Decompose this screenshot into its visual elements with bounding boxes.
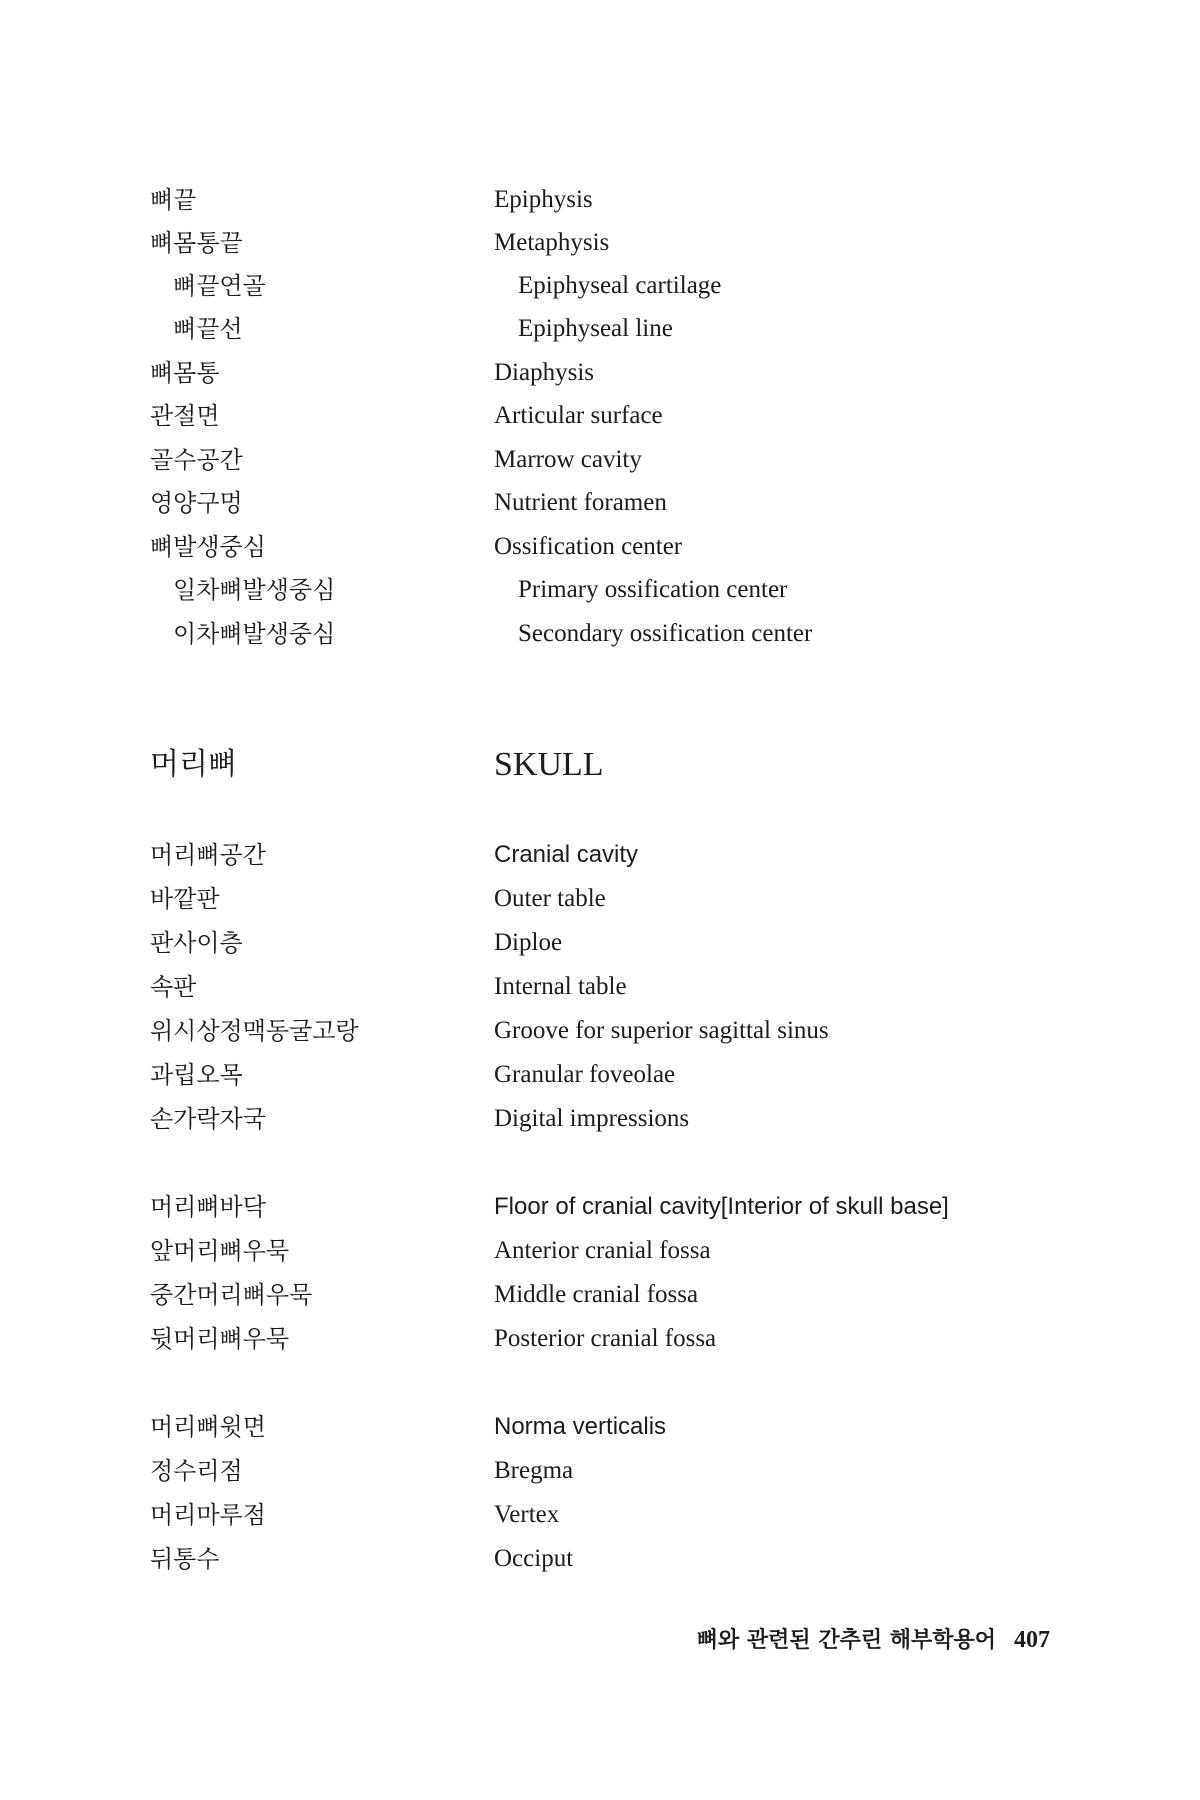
glossary-row <box>0 1407 1200 1447</box>
running-footer <box>697 1620 1050 1660</box>
glossary-row <box>0 1275 1200 1315</box>
english-term: Diaphysis <box>494 359 594 386</box>
english-term: Outer table <box>494 885 606 912</box>
korean-term: 뼈끝선 <box>173 315 243 343</box>
english-term: Ossification center <box>494 533 683 560</box>
glossary-row <box>0 1055 1200 1095</box>
english-term: Occiput <box>494 1545 574 1572</box>
glossary-row <box>0 1099 1200 1139</box>
glossary-row <box>0 923 1200 963</box>
korean-term: 일차뼈발생중심 <box>173 576 336 604</box>
korean-term: 머리마루점 <box>150 1501 266 1529</box>
english-term: Epiphyseal cartilage <box>518 272 722 299</box>
glossary-row <box>0 1187 1200 1227</box>
glossary-row <box>0 1539 1200 1579</box>
korean-term: 속판 <box>150 973 197 1001</box>
english-term: Primary ossification center <box>518 576 788 603</box>
english-term: Metaphysis <box>494 229 610 256</box>
glossary-row <box>0 1451 1200 1491</box>
glossary-row <box>0 1011 1200 1051</box>
korean-term: 뼈몸통 <box>150 359 220 387</box>
english-term: Cranial cavity <box>494 841 639 868</box>
korean-term: 과립오목 <box>150 1061 243 1089</box>
english-term: Secondary ossification center <box>518 620 813 647</box>
english-term: Posterior cranial fossa <box>494 1325 717 1352</box>
english-term: Groove for superior sagittal sinus <box>494 1017 829 1044</box>
english-term: Epiphysis <box>494 186 593 213</box>
glossary-row <box>0 223 1200 263</box>
glossary-row <box>0 879 1200 919</box>
korean-term: 이차뼈발생중심 <box>173 620 336 648</box>
glossary-row <box>0 266 1200 306</box>
korean-term: 뼈몸통끝 <box>150 229 243 257</box>
korean-term: 머리뼈윗면 <box>150 1413 266 1441</box>
glossary-row <box>0 483 1200 523</box>
english-term: Anterior cranial fossa <box>494 1237 711 1264</box>
glossary-row <box>0 309 1200 349</box>
korean-term: 머리뼈공간 <box>150 841 266 869</box>
korean-term: 뼈끝 <box>150 186 197 214</box>
korean-term: 손가락자국 <box>150 1105 266 1133</box>
korean-term: 위시상정맥동굴고랑 <box>150 1017 359 1045</box>
english-term: Vertex <box>494 1501 560 1528</box>
english-term: Norma verticalis <box>494 1413 667 1440</box>
glossary-row <box>0 527 1200 567</box>
korean-term: 앞머리뼈우묵 <box>150 1237 290 1265</box>
english-term: Nutrient foramen <box>494 489 667 516</box>
english-term: Marrow cavity <box>494 446 642 473</box>
english-term: Diploe <box>494 929 563 956</box>
english-term: Granular foveolae <box>494 1061 676 1088</box>
korean-term: 관절면 <box>150 402 220 430</box>
english-term: Floor of cranial cavity[Interior of skull base] <box>494 1193 949 1220</box>
english-term: Middle cranial fossa <box>494 1281 699 1308</box>
glossary-row <box>0 1231 1200 1271</box>
footer-title: 뼈와 관련된 간추린 해부학용어 <box>696 1628 996 1653</box>
korean-term: 골수공간 <box>150 446 243 474</box>
section-heading <box>0 740 1200 790</box>
glossary-row <box>0 1495 1200 1535</box>
korean-term: 뒷머리뼈우묵 <box>150 1325 290 1353</box>
korean-term: 바깥판 <box>150 885 220 913</box>
korean-term: 뼈끝연골 <box>173 272 266 300</box>
glossary-row <box>0 396 1200 436</box>
korean-term: 판사이층 <box>150 929 243 957</box>
korean-term: 영양구멍 <box>150 489 243 517</box>
korean-term: 정수리점 <box>150 1457 243 1485</box>
english-term: Epiphyseal line <box>518 315 673 342</box>
english-term: Bregma <box>494 1457 574 1484</box>
glossary-row <box>0 440 1200 480</box>
english-term: Articular surface <box>494 402 663 429</box>
glossary-row <box>0 180 1200 220</box>
korean-term: 뒤통수 <box>150 1545 220 1573</box>
glossary-row <box>0 353 1200 393</box>
glossary-row <box>0 614 1200 654</box>
english-term: Internal table <box>494 973 627 1000</box>
english-term: Digital impressions <box>494 1105 690 1132</box>
section-heading-korean: 머리뼈 <box>150 747 237 782</box>
page-number: 407 <box>1014 1627 1050 1653</box>
glossary-row <box>0 835 1200 875</box>
korean-term: 머리뼈바닥 <box>150 1193 266 1221</box>
glossary-row <box>0 570 1200 610</box>
glossary-row <box>0 967 1200 1007</box>
section-heading-english: SKULL <box>494 746 604 783</box>
korean-term: 뼈발생중심 <box>150 533 266 561</box>
korean-term: 중간머리뼈우묵 <box>150 1281 313 1309</box>
glossary-row <box>0 1319 1200 1359</box>
